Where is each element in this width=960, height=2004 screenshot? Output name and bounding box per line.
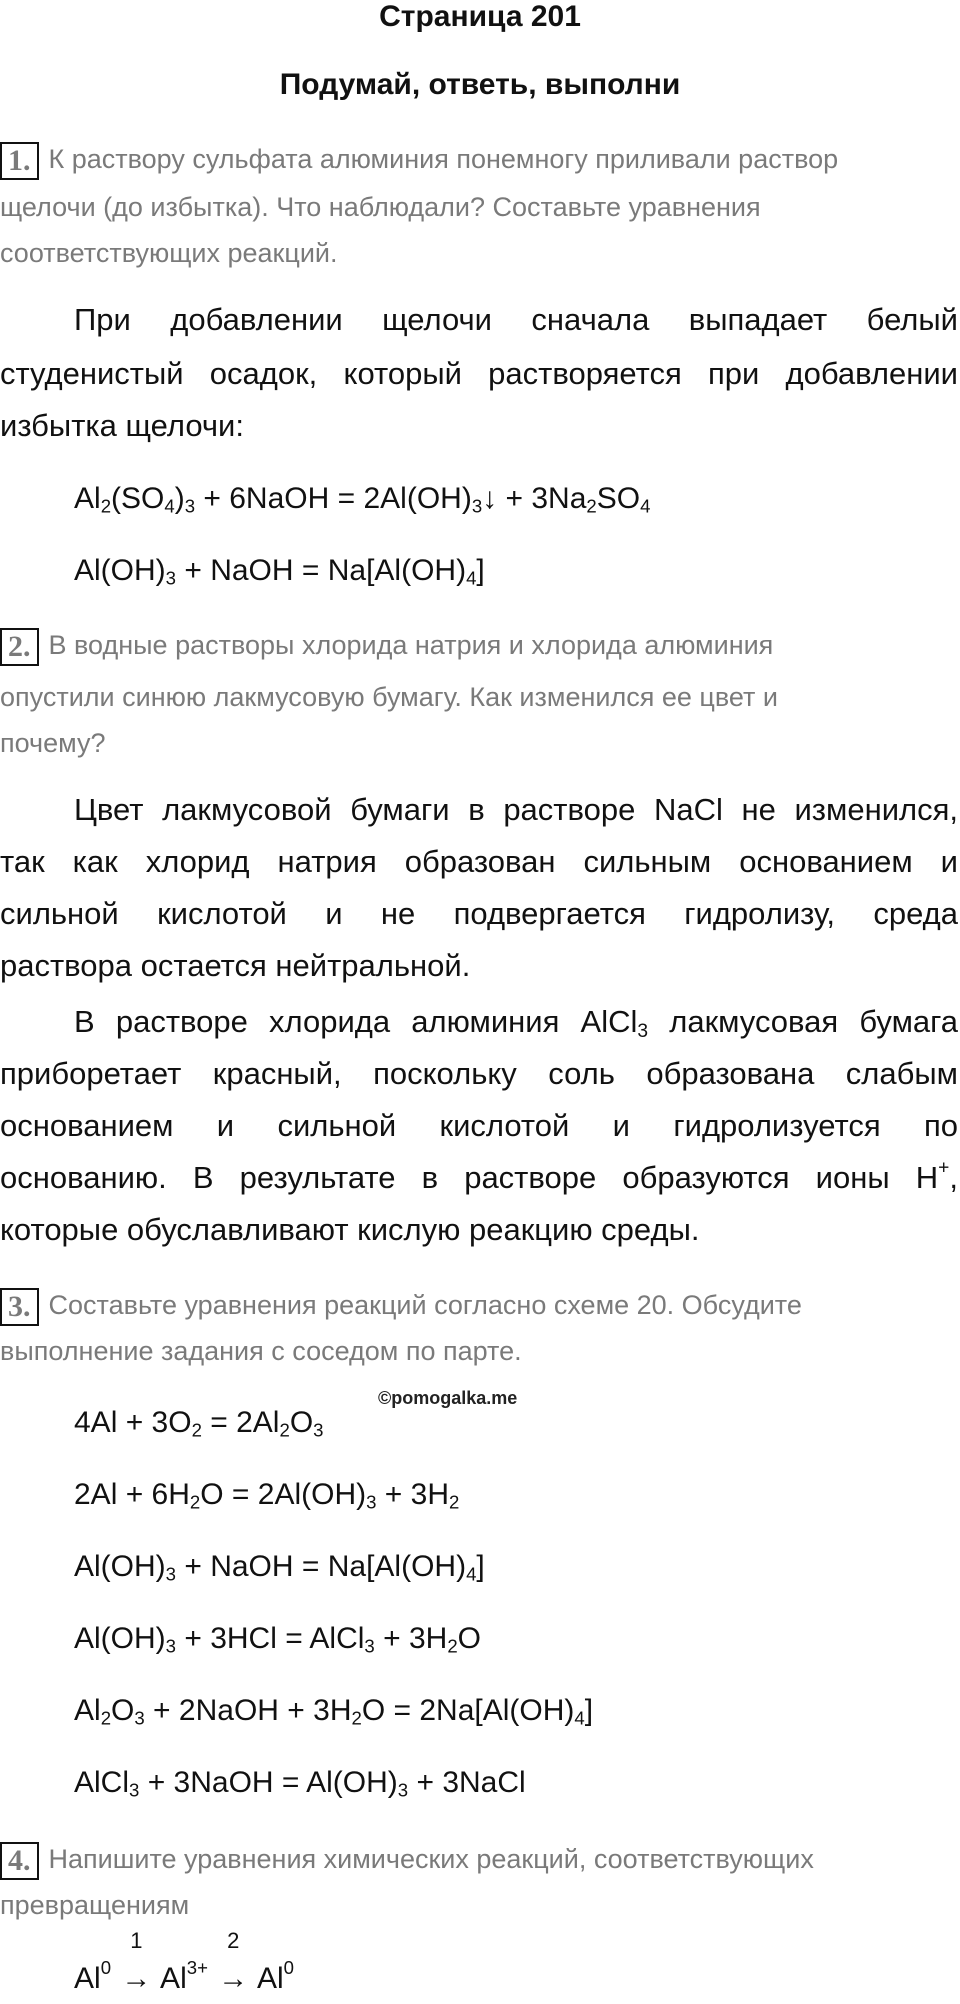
arrow-1-label: 1 [130,1928,143,1953]
task-2-answer-p1-line-2: так как хлорид натрия образован сильным основанием и [0,844,958,879]
page-title: Страница 201 [379,0,581,33]
task-number-3: 3. [0,1288,39,1326]
equation-3-6: AlCl$_3$ + 3NaOH = $Al(OH)_3$ + 3NaCl [74,1766,526,1801]
task-number-4: 4. [0,1842,39,1880]
task-2-answer-p1-line-1: Цвет лакмусовой бумаги в растворе NaCl не изменился, [74,792,958,827]
task-1-answer-line-3: избытка щелочи: [0,408,244,443]
task-4-question-line-1: 4. Напишите уравнения химических реакций, соответствующих [0,1842,814,1880]
watermark: ©pomogalka.me [378,1388,518,1408]
arrow-2-label: 2 [227,1928,240,1953]
task-2-answer-p2-line-1: В растворе хлорида алюминия AlCl$_3$ лакмусовая бумага [74,1004,958,1042]
task-3-question-line-1: 3. Составьте уравнения реакций согласно схеме 20. Обсудите [0,1288,802,1326]
equation-1-1: $Al_2(SO_4)_3$ + 6NaOH = $2Al(OH)_3↓ + 3Na_2SO_4$ [74,482,651,517]
task-3-question-line-2: выполнение задания с соседом по парте. [0,1336,522,1366]
task-2-answer-p1-line-3: сильной кислотой и не подвергается гидролизу, среда [0,896,958,931]
task-2-answer-p2-line-5: которые обуславливают кислую реакцию среды. [0,1212,700,1247]
equation-3-3: $Al(OH)_3$ + NaOH = $Na[Al(OH)_4]$ [74,1550,485,1585]
task-4-question-line-2: превращениям [0,1890,190,1920]
task-2-question-line-2: опустили синюю лакмусовую бумагу. Как изменился ее цвет и [0,682,778,712]
task-2-question-line-3: почему? [0,728,106,758]
task-2-answer-p2-line-3: основанием и сильной кислотой и гидролизуется по [0,1108,958,1143]
transformation-chain: Al$^0$ 1 → $Al^{3+}$ 2 → $Al^0$ [74,1928,294,1995]
equation-1-2: $Al(OH)_3$ + NaOH = $Na[Al(OH)_4]$ [74,554,485,589]
task-2-answer-p2-line-4: основанию. В результате в растворе образуются ионы H+, [0,1157,958,1195]
task-1-question-line-2: щелочи (до избытка). Что наблюдали? Составьте уравнения [0,192,761,222]
task-1-answer-line-1: При добавлении щелочи сначала выпадает белый [74,302,958,337]
task-2-answer-p2-line-2: приборетает красный, поскольку соль образована слабым [0,1056,958,1091]
task-1-answer-line-2: студенистый осадок, который растворяется при добавлении [0,356,958,391]
equation-3-2: $2Al + 6H_2O = 2Al(OH)_3 + 3H_2$ [74,1478,460,1513]
section-title: Подумай, ответь, выполни [279,68,681,101]
task-2-question-line-1: 2. В водные растворы хлорида натрия и хлорида алюминия [0,628,773,666]
equation-3-5: $Al_2O_3$ + 2NaOH + $3H_2O = 2Na[Al(OH)_4]$ [74,1694,594,1729]
task-1-question-line-3: соответствующих реакций. [0,238,338,268]
task-1-question-line-1: 1. К раствору сульфата алюминия понемногу приливали раствор [0,142,838,180]
arrow-2: 2 → [218,1928,249,1995]
equation-3-4: $Al(OH)_3 + 3HCl$ = AlCl$_3$ + $3H_2O$ [74,1622,481,1657]
task-2-answer-p1-line-4: раствора остается нейтральной. [0,948,471,983]
task-number-1: 1. [0,142,39,180]
arrow-1: 1 → [121,1928,152,1995]
task-number-2: 2. [0,628,39,666]
equation-3-1: $4Al + 3O_2 = 2Al_2O_3$ [74,1406,324,1441]
